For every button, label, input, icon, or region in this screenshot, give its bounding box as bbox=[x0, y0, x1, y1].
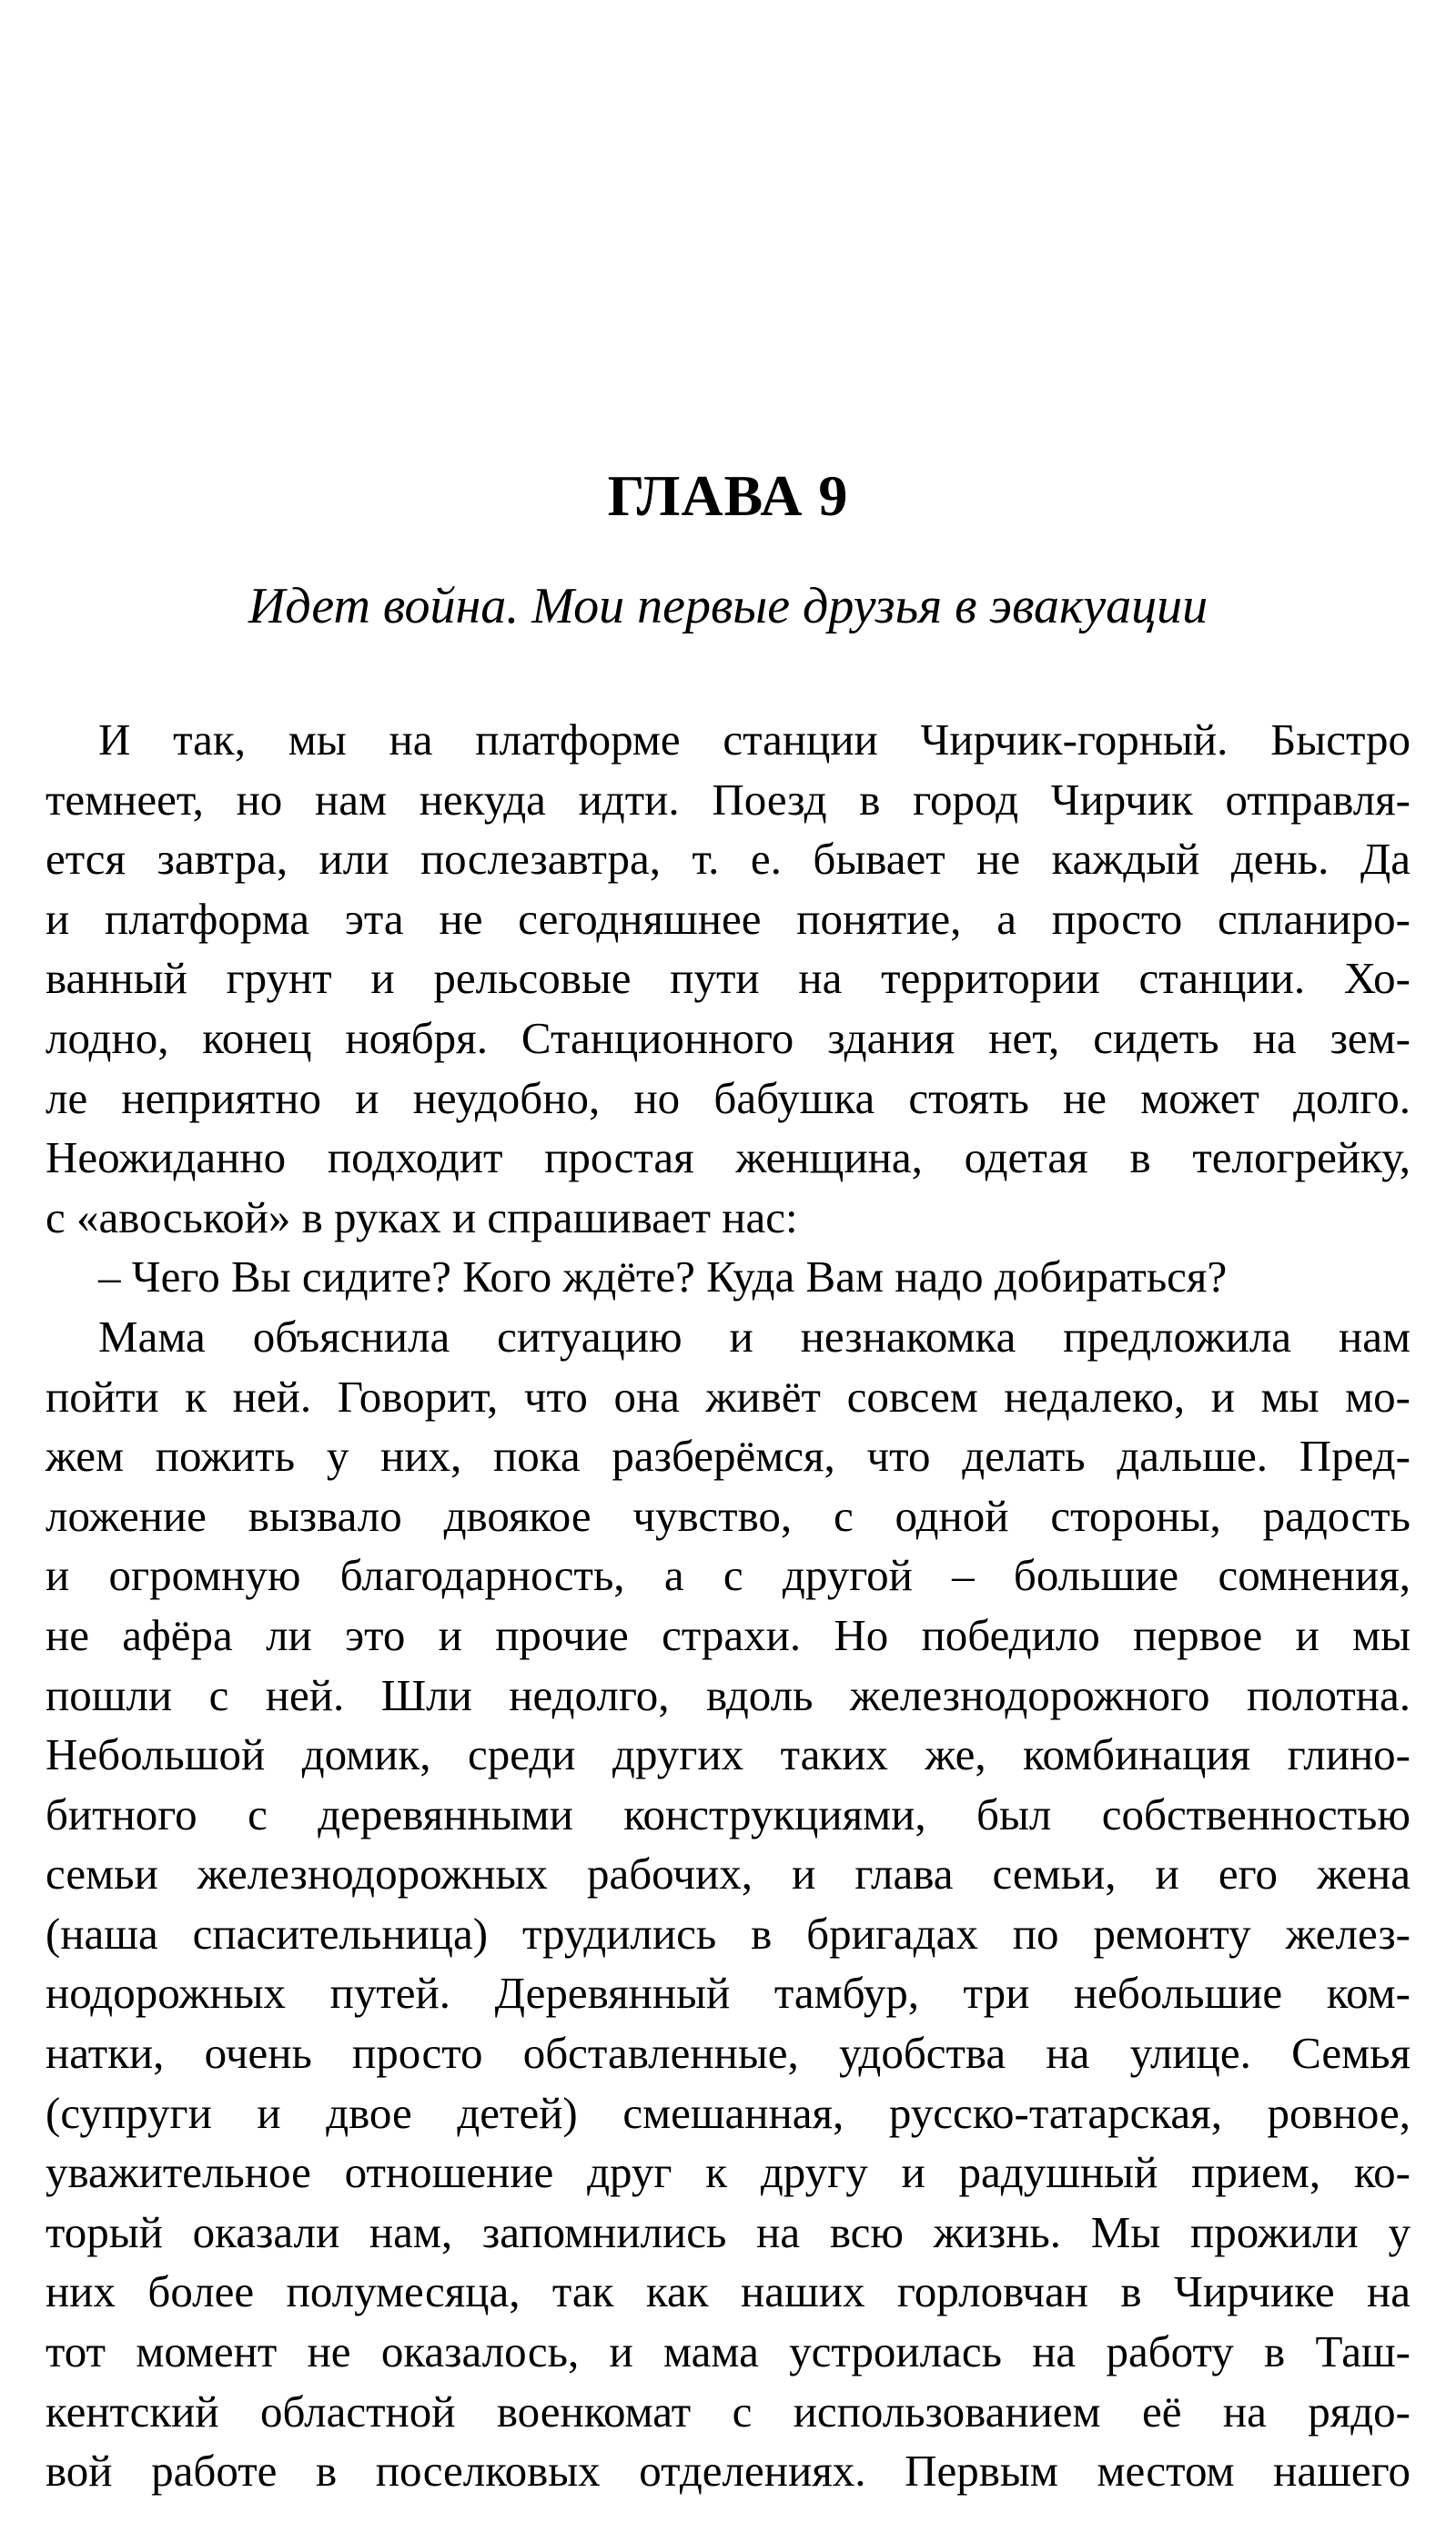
text-line: жем пожить у них, пока разберёмся, что делать дальше. Пред- bbox=[46, 1431, 1410, 1482]
text-line: битного с деревянными конструкциями, был собственностью bbox=[46, 1788, 1410, 1839]
text-line: семьи железнодорожных рабочих, и глава семьи, и его жена bbox=[46, 1849, 1410, 1900]
text-line: с «авоськой» в руках и спрашивает нас: bbox=[46, 1191, 798, 1242]
text-line: лодно, конец ноября. Станционного здания нет, сидеть на зем- bbox=[46, 1012, 1410, 1063]
text-line: ется завтра, или послезавтра, т. е. бывает не каждый день. Да bbox=[46, 834, 1410, 885]
text-line: кентский областной военкомат с использованием её на рядо- bbox=[46, 2386, 1410, 2437]
text-line: торый оказали нам, запомнились на всю жизнь. Мы прожили у bbox=[46, 2206, 1410, 2257]
text-line: нодорожных путей. Деревянный тамбур, три небольшие ком- bbox=[46, 1968, 1410, 2019]
text-line: и огромную благодарность, а с другой – большие сомнения, bbox=[46, 1550, 1410, 1601]
body-text bbox=[46, 710, 1410, 2501]
text-line: натки, очень просто обставленные, удобства на улице. Семья bbox=[46, 2028, 1410, 2079]
text-line: и платформа эта не сегодняшнее понятие, а просто спланиро- bbox=[46, 893, 1410, 944]
text-line: уважительное отношение друг к другу и радушный прием, ко- bbox=[46, 2147, 1410, 2198]
text-line: И так, мы на платформе станции Чирчик-горный. Быстро bbox=[98, 714, 1410, 765]
text-line: Небольшой домик, среди других таких же, комбинация глино- bbox=[46, 1729, 1410, 1780]
text-line: (наша спасительница) трудились в бригадах по ремонту желез- bbox=[46, 1908, 1410, 1959]
text-line: вой работе в поселковых отделениях. Первым местом нашего bbox=[46, 2446, 1410, 2497]
text-line: пойти к ней. Говорит, что она живёт совсем недалеко, и мы мо- bbox=[46, 1371, 1410, 1422]
text-line: не афёра ли это и прочие страхи. Но победило первое и мы bbox=[46, 1609, 1410, 1660]
text-line: тот момент не оказалось, и мама устроилась на работу в Таш- bbox=[46, 2326, 1410, 2377]
text-line: ванный грунт и рельсовые пути на территории станции. Хо- bbox=[46, 953, 1410, 1004]
text-line: ле неприятно и неудобно, но бабушка стоять не может долго. bbox=[46, 1072, 1410, 1123]
text-line: них более полумесяца, так как наших горловчан в Чирчике на bbox=[46, 2266, 1410, 2317]
text-line: Неожиданно подходит простая женщина, одетая в телогрейку, bbox=[46, 1132, 1410, 1183]
text-line: пошли с ней. Шли недолго, вдоль железнодорожного полотна. bbox=[46, 1669, 1410, 1720]
text-line: Мама объяснила ситуацию и незнакомка предложила нам bbox=[98, 1311, 1410, 1362]
text-line: темнеет, но нам некуда идти. Поезд в город Чирчик отправля- bbox=[46, 774, 1410, 825]
text-line: ложение вызвало двоякое чувство, с одной стороны, радость bbox=[46, 1490, 1410, 1541]
chapter-subtitle: Идет война. Мои первые друзья в эвакуации bbox=[248, 578, 1208, 634]
text-line: (супруги и двое детей) смешанная, русско-татарская, ровное, bbox=[46, 2087, 1410, 2138]
chapter-title: ГЛАВА 9 bbox=[607, 463, 849, 528]
text-line: – Чего Вы сидите? Кого ждёте? Куда Вам надо добираться? bbox=[98, 1251, 1228, 1302]
